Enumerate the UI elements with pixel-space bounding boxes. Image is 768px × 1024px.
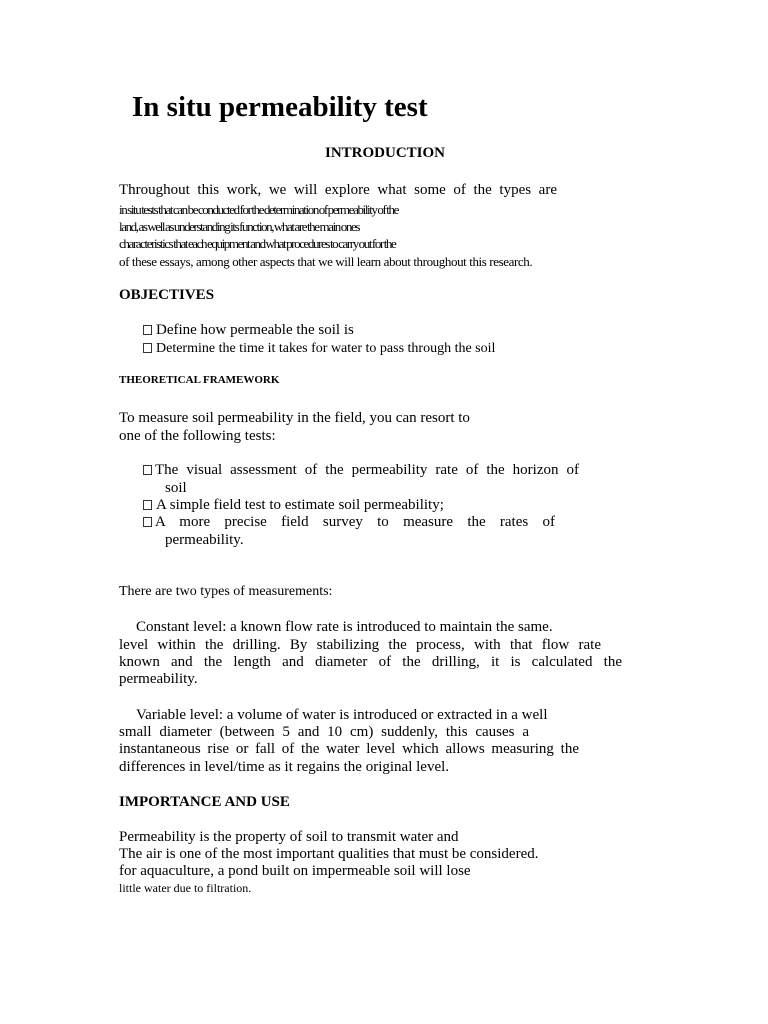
constant-level-line-3: known and the length and diameter of the drilling, it is calculated the [119,654,622,670]
test-item-text: The visual assessment of the permeability rate of the horizon of [155,462,579,478]
constant-level-line-4: permeability. [119,671,198,687]
test-item-continuation: soil [165,480,187,496]
introduction-heading: INTRODUCTION [324,145,445,161]
document-title: In situ permeability test [132,91,428,123]
bullet-icon [143,343,152,353]
measurements-intro: There are two types of measurements: [119,584,333,599]
intro-line-4: characteristics that each equipment and what procedures to carry out for the [119,236,396,251]
objective-text: Determine the time it takes for water to pass through the soil [156,341,496,356]
test-item-text: A simple field test to estimate soil permeability; [156,497,444,513]
test-item-continuation: permeability. [165,532,244,548]
test-item [143,497,444,514]
framework-intro-line-1: To measure soil permeability in the field, you can resort to [119,410,470,426]
intro-line-2: in situ tests that can be conducted for the determination of permeability of the [119,202,398,217]
objective-item [143,341,495,357]
constant-level-line-2: level within the drilling. By stabilizing the process, with that flow rate [119,637,601,653]
intro-line-1: Throughout this work, we will explore what some of the types are [119,182,557,198]
variable-level-line-4: differences in level/time as it regains the original level. [119,759,450,775]
bullet-icon [143,517,152,527]
intro-line-3: land, as well as understanding its function, what are the main ones [119,219,359,234]
importance-line-3: for aquaculture, a pond built on impermeable soil will lose [119,863,471,879]
constant-level-line-1: Constant level: a known flow rate is introduced to maintain the same. [136,619,553,635]
test-item-text: A more precise field survey to measure the rates of [155,514,555,530]
framework-intro-line-2: one of the following tests: [119,428,276,444]
importance-line-2: The air is one of the most important qualities that must be considered. [119,846,539,862]
intro-line-5: of these essays, among other aspects that we will learn about throughout this research. [119,254,533,269]
variable-level-line-3: instantaneous rise or fall of the water level which allows measuring the [119,741,579,757]
objectives-heading: OBJECTIVES [119,287,215,303]
variable-level-line-1: Variable level: a volume of water is introduced or extracted in a well [136,707,548,723]
bullet-icon [143,500,152,510]
bullet-icon [143,465,152,475]
theoretical-framework-heading: THEORETICAL FRAMEWORK [119,374,280,386]
objective-item [143,322,354,339]
importance-heading: IMPORTANCE AND USE [119,794,290,810]
objective-text: Define how permeable the soil is [156,322,354,338]
variable-level-line-2: small diameter (between 5 and 10 cm) suddenly, this causes a [119,724,529,740]
importance-line-4: little water due to filtration. [119,881,252,895]
importance-line-1: Permeability is the property of soil to transmit water and [119,829,459,845]
bullet-icon [143,325,152,335]
